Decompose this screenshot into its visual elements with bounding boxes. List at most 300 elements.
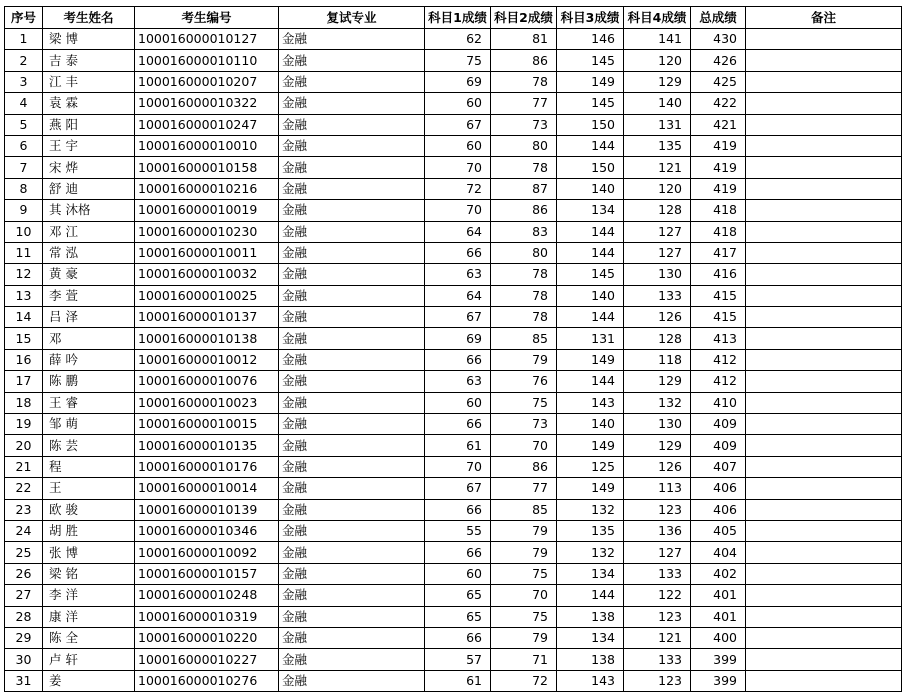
subject4-score-cell: 120 xyxy=(624,50,691,71)
subject4-score-cell: 120 xyxy=(624,178,691,199)
candidate-name-cell: 舒 迪 xyxy=(43,178,135,199)
subject2-score-cell: 86 xyxy=(491,200,557,221)
candidate-name-cell: 吕 泽 xyxy=(43,307,135,328)
row-number-cell: 6 xyxy=(5,135,43,156)
major-cell: 金融 xyxy=(279,627,425,648)
subject3-score-cell: 144 xyxy=(557,371,624,392)
note-cell xyxy=(746,670,902,691)
row-number-cell: 2 xyxy=(5,50,43,71)
total-score-cell: 419 xyxy=(691,157,746,178)
candidate-id-cell: 100016000010014 xyxy=(135,478,279,499)
total-score-cell: 406 xyxy=(691,478,746,499)
note-cell xyxy=(746,478,902,499)
candidate-id-cell: 100016000010092 xyxy=(135,542,279,563)
subject2-score-cell: 81 xyxy=(491,29,557,50)
subject1-score-cell: 72 xyxy=(425,178,491,199)
subject3-score-cell: 138 xyxy=(557,649,624,670)
col-s3-header: 科目3成绩 xyxy=(557,7,624,29)
note-cell xyxy=(746,499,902,520)
subject1-score-cell: 63 xyxy=(425,264,491,285)
candidate-name-cell: 袁 霖 xyxy=(43,93,135,114)
subject2-score-cell: 78 xyxy=(491,285,557,306)
row-number-cell: 22 xyxy=(5,478,43,499)
subject1-score-cell: 55 xyxy=(425,520,491,541)
candidate-id-cell: 100016000010220 xyxy=(135,627,279,648)
row-number-cell: 10 xyxy=(5,221,43,242)
major-cell: 金融 xyxy=(279,242,425,263)
candidate-id-cell: 100016000010319 xyxy=(135,606,279,627)
subject3-score-cell: 145 xyxy=(557,93,624,114)
subject4-score-cell: 135 xyxy=(624,135,691,156)
subject4-score-cell: 127 xyxy=(624,242,691,263)
candidate-name-cell: 王 宇 xyxy=(43,135,135,156)
total-score-cell: 421 xyxy=(691,114,746,135)
table-row xyxy=(5,114,902,135)
candidate-name-cell: 薛 吟 xyxy=(43,349,135,370)
row-number-cell: 12 xyxy=(5,264,43,285)
subject4-score-cell: 133 xyxy=(624,649,691,670)
subject2-score-cell: 79 xyxy=(491,520,557,541)
subject4-score-cell: 132 xyxy=(624,392,691,413)
total-score-cell: 418 xyxy=(691,221,746,242)
candidate-name-cell: 王 xyxy=(43,478,135,499)
table-row xyxy=(5,435,902,456)
table-row xyxy=(5,135,902,156)
subject2-score-cell: 86 xyxy=(491,50,557,71)
major-cell: 金融 xyxy=(279,307,425,328)
col-id-header: 考生编号 xyxy=(135,7,279,29)
candidate-id-cell: 100016000010247 xyxy=(135,114,279,135)
subject2-score-cell: 78 xyxy=(491,307,557,328)
subject4-score-cell: 133 xyxy=(624,563,691,584)
subject1-score-cell: 70 xyxy=(425,456,491,477)
total-score-cell: 401 xyxy=(691,606,746,627)
major-cell: 金融 xyxy=(279,349,425,370)
major-cell: 金融 xyxy=(279,478,425,499)
table-row xyxy=(5,499,902,520)
row-number-cell: 16 xyxy=(5,349,43,370)
note-cell xyxy=(746,71,902,92)
candidate-id-cell: 100016000010019 xyxy=(135,200,279,221)
subject3-score-cell: 145 xyxy=(557,264,624,285)
subject4-score-cell: 136 xyxy=(624,520,691,541)
subject1-score-cell: 60 xyxy=(425,392,491,413)
row-number-cell: 23 xyxy=(5,499,43,520)
subject3-score-cell: 145 xyxy=(557,50,624,71)
row-number-cell: 31 xyxy=(5,670,43,691)
subject2-score-cell: 75 xyxy=(491,563,557,584)
subject2-score-cell: 75 xyxy=(491,392,557,413)
candidate-id-cell: 100016000010135 xyxy=(135,435,279,456)
table-row xyxy=(5,627,902,648)
row-number-cell: 29 xyxy=(5,627,43,648)
row-number-cell: 7 xyxy=(5,157,43,178)
candidate-id-cell: 100016000010032 xyxy=(135,264,279,285)
row-number-cell: 11 xyxy=(5,242,43,263)
subject1-score-cell: 66 xyxy=(425,627,491,648)
subject3-score-cell: 144 xyxy=(557,135,624,156)
major-cell: 金融 xyxy=(279,157,425,178)
row-number-cell: 8 xyxy=(5,178,43,199)
note-cell xyxy=(746,264,902,285)
total-score-cell: 425 xyxy=(691,71,746,92)
subject3-score-cell: 132 xyxy=(557,542,624,563)
table-row xyxy=(5,520,902,541)
candidate-id-cell: 100016000010276 xyxy=(135,670,279,691)
subject3-score-cell: 144 xyxy=(557,307,624,328)
row-number-cell: 24 xyxy=(5,520,43,541)
candidate-name-cell: 其 沐格 xyxy=(43,200,135,221)
note-cell xyxy=(746,242,902,263)
major-cell: 金融 xyxy=(279,328,425,349)
subject4-score-cell: 131 xyxy=(624,114,691,135)
candidate-id-cell: 100016000010023 xyxy=(135,392,279,413)
subject3-score-cell: 144 xyxy=(557,585,624,606)
row-number-cell: 5 xyxy=(5,114,43,135)
subject2-score-cell: 80 xyxy=(491,135,557,156)
subject2-score-cell: 87 xyxy=(491,178,557,199)
subject2-score-cell: 78 xyxy=(491,264,557,285)
subject3-score-cell: 140 xyxy=(557,414,624,435)
subject2-score-cell: 77 xyxy=(491,93,557,114)
note-cell xyxy=(746,50,902,71)
subject4-score-cell: 130 xyxy=(624,414,691,435)
note-cell xyxy=(746,200,902,221)
candidate-id-cell: 100016000010176 xyxy=(135,456,279,477)
subject2-score-cell: 80 xyxy=(491,242,557,263)
note-cell xyxy=(746,349,902,370)
major-cell: 金融 xyxy=(279,71,425,92)
subject3-score-cell: 149 xyxy=(557,435,624,456)
candidate-id-cell: 100016000010012 xyxy=(135,349,279,370)
candidate-id-cell: 100016000010322 xyxy=(135,93,279,114)
subject3-score-cell: 149 xyxy=(557,349,624,370)
candidate-name-cell: 胡 胜 xyxy=(43,520,135,541)
subject2-score-cell: 73 xyxy=(491,114,557,135)
note-cell xyxy=(746,392,902,413)
note-cell xyxy=(746,606,902,627)
subject3-score-cell: 140 xyxy=(557,178,624,199)
subject1-score-cell: 61 xyxy=(425,435,491,456)
col-s1-header: 科目1成绩 xyxy=(425,7,491,29)
total-score-cell: 426 xyxy=(691,50,746,71)
row-number-cell: 13 xyxy=(5,285,43,306)
major-cell: 金融 xyxy=(279,178,425,199)
table-row xyxy=(5,649,902,670)
total-score-cell: 410 xyxy=(691,392,746,413)
subject1-score-cell: 69 xyxy=(425,71,491,92)
note-cell xyxy=(746,285,902,306)
table-row xyxy=(5,157,902,178)
total-score-cell: 415 xyxy=(691,307,746,328)
note-cell xyxy=(746,627,902,648)
candidate-id-cell: 100016000010138 xyxy=(135,328,279,349)
subject4-score-cell: 128 xyxy=(624,328,691,349)
note-cell xyxy=(746,114,902,135)
subject1-score-cell: 60 xyxy=(425,135,491,156)
subject1-score-cell: 66 xyxy=(425,542,491,563)
subject2-score-cell: 77 xyxy=(491,478,557,499)
row-number-cell: 15 xyxy=(5,328,43,349)
subject1-score-cell: 60 xyxy=(425,93,491,114)
subject1-score-cell: 66 xyxy=(425,499,491,520)
subject4-score-cell: 127 xyxy=(624,542,691,563)
candidate-name-cell: 李 萱 xyxy=(43,285,135,306)
total-score-cell: 399 xyxy=(691,670,746,691)
total-score-cell: 404 xyxy=(691,542,746,563)
row-number-cell: 28 xyxy=(5,606,43,627)
candidate-id-cell: 100016000010139 xyxy=(135,499,279,520)
candidate-name-cell: 李 洋 xyxy=(43,585,135,606)
table-row xyxy=(5,242,902,263)
total-score-cell: 430 xyxy=(691,29,746,50)
subject3-score-cell: 134 xyxy=(557,200,624,221)
col-note-header: 备注 xyxy=(746,7,902,29)
candidate-name-cell: 康 洋 xyxy=(43,606,135,627)
subject2-score-cell: 71 xyxy=(491,649,557,670)
subject3-score-cell: 144 xyxy=(557,242,624,263)
col-total-header: 总成绩 xyxy=(691,7,746,29)
row-number-cell: 14 xyxy=(5,307,43,328)
note-cell xyxy=(746,563,902,584)
table-row xyxy=(5,285,902,306)
table-row xyxy=(5,29,902,50)
subject2-score-cell: 86 xyxy=(491,456,557,477)
candidate-name-cell: 陈 鹏 xyxy=(43,371,135,392)
major-cell: 金融 xyxy=(279,414,425,435)
note-cell xyxy=(746,221,902,242)
major-cell: 金融 xyxy=(279,135,425,156)
row-number-cell: 25 xyxy=(5,542,43,563)
row-number-cell: 3 xyxy=(5,71,43,92)
subject3-score-cell: 134 xyxy=(557,563,624,584)
subject4-score-cell: 126 xyxy=(624,456,691,477)
total-score-cell: 418 xyxy=(691,200,746,221)
candidate-name-cell: 陈 全 xyxy=(43,627,135,648)
table-row xyxy=(5,456,902,477)
subject1-score-cell: 67 xyxy=(425,478,491,499)
table-row xyxy=(5,478,902,499)
table-row xyxy=(5,670,902,691)
subject1-score-cell: 75 xyxy=(425,50,491,71)
candidate-name-cell: 张 博 xyxy=(43,542,135,563)
candidate-name-cell: 陈 芸 xyxy=(43,435,135,456)
table-row xyxy=(5,93,902,114)
table-row xyxy=(5,585,902,606)
candidate-name-cell: 邹 萌 xyxy=(43,414,135,435)
row-number-cell: 1 xyxy=(5,29,43,50)
candidate-name-cell: 邓 xyxy=(43,328,135,349)
subject4-score-cell: 123 xyxy=(624,499,691,520)
candidate-id-cell: 100016000010346 xyxy=(135,520,279,541)
subject4-score-cell: 133 xyxy=(624,285,691,306)
subject3-score-cell: 149 xyxy=(557,71,624,92)
candidate-id-cell: 100016000010011 xyxy=(135,242,279,263)
subject2-score-cell: 76 xyxy=(491,371,557,392)
subject3-score-cell: 146 xyxy=(557,29,624,50)
table-row xyxy=(5,200,902,221)
candidate-name-cell: 姜 xyxy=(43,670,135,691)
candidate-id-cell: 100016000010025 xyxy=(135,285,279,306)
major-cell: 金融 xyxy=(279,29,425,50)
subject4-score-cell: 129 xyxy=(624,371,691,392)
total-score-cell: 405 xyxy=(691,520,746,541)
subject3-score-cell: 143 xyxy=(557,670,624,691)
note-cell xyxy=(746,542,902,563)
candidate-id-cell: 100016000010157 xyxy=(135,563,279,584)
major-cell: 金融 xyxy=(279,264,425,285)
row-number-cell: 18 xyxy=(5,392,43,413)
subject1-score-cell: 63 xyxy=(425,371,491,392)
subject4-score-cell: 122 xyxy=(624,585,691,606)
candidate-name-cell: 梁 博 xyxy=(43,29,135,50)
subject2-score-cell: 78 xyxy=(491,71,557,92)
major-cell: 金融 xyxy=(279,456,425,477)
subject2-score-cell: 70 xyxy=(491,585,557,606)
total-score-cell: 419 xyxy=(691,135,746,156)
subject1-score-cell: 61 xyxy=(425,670,491,691)
table-body xyxy=(5,29,902,692)
candidate-id-cell: 100016000010110 xyxy=(135,50,279,71)
total-score-cell: 406 xyxy=(691,499,746,520)
table-row xyxy=(5,371,902,392)
table-row xyxy=(5,307,902,328)
total-score-cell: 402 xyxy=(691,563,746,584)
subject1-score-cell: 65 xyxy=(425,606,491,627)
score-table xyxy=(4,6,902,692)
note-cell xyxy=(746,371,902,392)
major-cell: 金融 xyxy=(279,670,425,691)
major-cell: 金融 xyxy=(279,542,425,563)
subject4-score-cell: 121 xyxy=(624,157,691,178)
subject2-score-cell: 79 xyxy=(491,627,557,648)
subject2-score-cell: 85 xyxy=(491,499,557,520)
subject1-score-cell: 70 xyxy=(425,200,491,221)
subject3-score-cell: 140 xyxy=(557,285,624,306)
subject2-score-cell: 73 xyxy=(491,414,557,435)
candidate-id-cell: 100016000010230 xyxy=(135,221,279,242)
candidate-name-cell: 王 睿 xyxy=(43,392,135,413)
subject4-score-cell: 118 xyxy=(624,349,691,370)
major-cell: 金融 xyxy=(279,606,425,627)
candidate-id-cell: 100016000010248 xyxy=(135,585,279,606)
subject2-score-cell: 85 xyxy=(491,328,557,349)
subject1-score-cell: 62 xyxy=(425,29,491,50)
total-score-cell: 401 xyxy=(691,585,746,606)
subject1-score-cell: 65 xyxy=(425,585,491,606)
table-row xyxy=(5,606,902,627)
candidate-id-cell: 100016000010015 xyxy=(135,414,279,435)
header-row xyxy=(5,7,902,29)
major-cell: 金融 xyxy=(279,285,425,306)
major-cell: 金融 xyxy=(279,435,425,456)
subject3-score-cell: 143 xyxy=(557,392,624,413)
subject2-score-cell: 79 xyxy=(491,542,557,563)
candidate-name-cell: 卢 轩 xyxy=(43,649,135,670)
subject4-score-cell: 126 xyxy=(624,307,691,328)
subject3-score-cell: 134 xyxy=(557,627,624,648)
table-row xyxy=(5,349,902,370)
major-cell: 金融 xyxy=(279,563,425,584)
total-score-cell: 415 xyxy=(691,285,746,306)
note-cell xyxy=(746,435,902,456)
note-cell xyxy=(746,135,902,156)
subject3-score-cell: 150 xyxy=(557,114,624,135)
subject2-score-cell: 72 xyxy=(491,670,557,691)
candidate-name-cell: 江 丰 xyxy=(43,71,135,92)
subject2-score-cell: 83 xyxy=(491,221,557,242)
note-cell xyxy=(746,328,902,349)
candidate-id-cell: 100016000010127 xyxy=(135,29,279,50)
subject1-score-cell: 69 xyxy=(425,328,491,349)
subject1-score-cell: 67 xyxy=(425,114,491,135)
note-cell xyxy=(746,414,902,435)
subject1-score-cell: 57 xyxy=(425,649,491,670)
table-row xyxy=(5,392,902,413)
subject4-score-cell: 113 xyxy=(624,478,691,499)
subject3-score-cell: 149 xyxy=(557,478,624,499)
total-score-cell: 413 xyxy=(691,328,746,349)
candidate-name-cell: 黄 豪 xyxy=(43,264,135,285)
subject4-score-cell: 130 xyxy=(624,264,691,285)
row-number-cell: 26 xyxy=(5,563,43,584)
subject3-score-cell: 138 xyxy=(557,606,624,627)
row-number-cell: 19 xyxy=(5,414,43,435)
candidate-id-cell: 100016000010010 xyxy=(135,135,279,156)
row-number-cell: 4 xyxy=(5,93,43,114)
major-cell: 金融 xyxy=(279,50,425,71)
subject4-score-cell: 129 xyxy=(624,435,691,456)
major-cell: 金融 xyxy=(279,520,425,541)
subject4-score-cell: 128 xyxy=(624,200,691,221)
table-row xyxy=(5,414,902,435)
total-score-cell: 409 xyxy=(691,435,746,456)
note-cell xyxy=(746,29,902,50)
total-score-cell: 417 xyxy=(691,242,746,263)
row-number-cell: 17 xyxy=(5,371,43,392)
major-cell: 金融 xyxy=(279,200,425,221)
candidate-name-cell: 程 xyxy=(43,456,135,477)
subject3-score-cell: 150 xyxy=(557,157,624,178)
row-number-cell: 20 xyxy=(5,435,43,456)
candidate-name-cell: 邓 江 xyxy=(43,221,135,242)
subject2-score-cell: 79 xyxy=(491,349,557,370)
subject3-score-cell: 131 xyxy=(557,328,624,349)
row-number-cell: 9 xyxy=(5,200,43,221)
row-number-cell: 27 xyxy=(5,585,43,606)
total-score-cell: 407 xyxy=(691,456,746,477)
candidate-name-cell: 梁 铭 xyxy=(43,563,135,584)
total-score-cell: 399 xyxy=(691,649,746,670)
subject3-score-cell: 132 xyxy=(557,499,624,520)
table-row xyxy=(5,264,902,285)
subject4-score-cell: 140 xyxy=(624,93,691,114)
subject1-score-cell: 67 xyxy=(425,307,491,328)
subject4-score-cell: 123 xyxy=(624,670,691,691)
major-cell: 金融 xyxy=(279,649,425,670)
note-cell xyxy=(746,157,902,178)
candidate-id-cell: 100016000010158 xyxy=(135,157,279,178)
total-score-cell: 412 xyxy=(691,371,746,392)
note-cell xyxy=(746,307,902,328)
major-cell: 金融 xyxy=(279,499,425,520)
major-cell: 金融 xyxy=(279,392,425,413)
candidate-name-cell: 吉 泰 xyxy=(43,50,135,71)
col-major-header: 复试专业 xyxy=(279,7,425,29)
subject3-score-cell: 125 xyxy=(557,456,624,477)
note-cell xyxy=(746,178,902,199)
note-cell xyxy=(746,649,902,670)
